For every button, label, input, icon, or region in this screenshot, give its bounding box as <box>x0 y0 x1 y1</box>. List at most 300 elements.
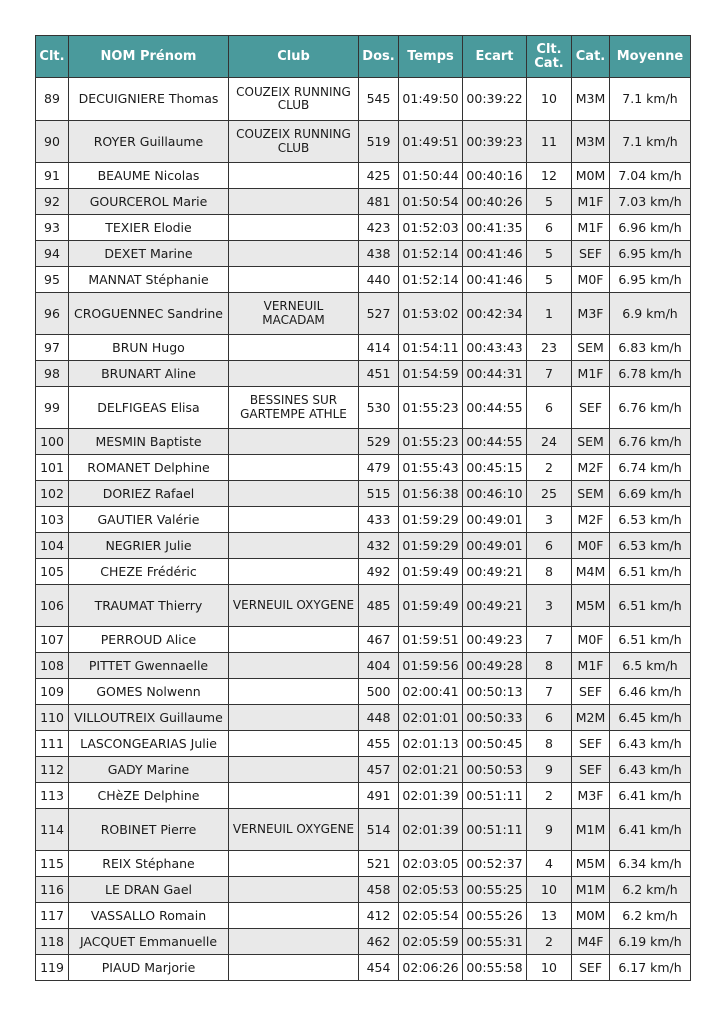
cell-dos: 491 <box>359 783 399 809</box>
cell-ecart: 00:40:26 <box>463 189 527 215</box>
cell-ecart: 00:50:45 <box>463 731 527 757</box>
cell-clt-cat: 10 <box>527 877 572 903</box>
cell-clt-cat: 5 <box>527 267 572 293</box>
cell-club <box>229 627 359 653</box>
cell-moyenne: 6.76 km/h <box>610 429 691 455</box>
table-row <box>36 241 691 267</box>
cell-clt: 92 <box>36 189 69 215</box>
cell-clt: 101 <box>36 455 69 481</box>
cell-clt-cat: 2 <box>527 455 572 481</box>
cell-clt-cat: 2 <box>527 929 572 955</box>
cell-temps: 01:52:14 <box>399 241 463 267</box>
cell-dos: 545 <box>359 78 399 121</box>
cell-temps: 01:55:23 <box>399 387 463 429</box>
cell-cat: M3F <box>572 783 610 809</box>
header-ecart: Ecart <box>463 36 527 78</box>
cell-temps: 01:53:02 <box>399 293 463 335</box>
cell-clt-cat: 2 <box>527 783 572 809</box>
cell-dos: 514 <box>359 809 399 851</box>
cell-cat: SEM <box>572 429 610 455</box>
cell-moyenne: 6.51 km/h <box>610 585 691 627</box>
cell-club <box>229 507 359 533</box>
cell-temps: 02:01:39 <box>399 809 463 851</box>
cell-moyenne: 6.69 km/h <box>610 481 691 507</box>
header-temps: Temps <box>399 36 463 78</box>
cell-cat: M2M <box>572 705 610 731</box>
cell-club: BESSINES SUR GARTEMPE ATHLE <box>229 387 359 429</box>
table-row <box>36 955 691 981</box>
cell-cat: M4M <box>572 559 610 585</box>
cell-ecart: 00:55:25 <box>463 877 527 903</box>
cell-club <box>229 851 359 877</box>
cell-temps: 01:59:29 <box>399 507 463 533</box>
cell-moyenne: 6.9 km/h <box>610 293 691 335</box>
cell-clt-cat: 9 <box>527 757 572 783</box>
cell-name: GADY Marine <box>69 757 229 783</box>
cell-temps: 01:52:14 <box>399 267 463 293</box>
cell-temps: 02:06:26 <box>399 955 463 981</box>
cell-club <box>229 215 359 241</box>
cell-cat: M3M <box>572 121 610 163</box>
cell-clt: 114 <box>36 809 69 851</box>
cell-cat: SEF <box>572 757 610 783</box>
cell-name: BRUN Hugo <box>69 335 229 361</box>
cell-temps: 01:59:49 <box>399 585 463 627</box>
cell-ecart: 00:49:21 <box>463 559 527 585</box>
cell-clt: 111 <box>36 731 69 757</box>
cell-dos: 457 <box>359 757 399 783</box>
cell-moyenne: 7.04 km/h <box>610 163 691 189</box>
cell-clt: 102 <box>36 481 69 507</box>
cell-clt: 108 <box>36 653 69 679</box>
cell-cat: SEM <box>572 481 610 507</box>
cell-dos: 451 <box>359 361 399 387</box>
cell-cat: SEF <box>572 387 610 429</box>
cell-club <box>229 705 359 731</box>
cell-dos: 458 <box>359 877 399 903</box>
cell-clt: 91 <box>36 163 69 189</box>
cell-club: COUZEIX RUNNING CLUB <box>229 121 359 163</box>
results-table <box>35 35 691 981</box>
cell-temps: 01:50:44 <box>399 163 463 189</box>
cell-clt-cat: 8 <box>527 731 572 757</box>
cell-ecart: 00:41:46 <box>463 267 527 293</box>
cell-clt-cat: 6 <box>527 533 572 559</box>
cell-ecart: 00:49:23 <box>463 627 527 653</box>
cell-dos: 404 <box>359 653 399 679</box>
cell-clt-cat: 3 <box>527 585 572 627</box>
cell-club <box>229 559 359 585</box>
cell-club <box>229 929 359 955</box>
cell-moyenne: 6.96 km/h <box>610 215 691 241</box>
cell-moyenne: 6.95 km/h <box>610 267 691 293</box>
cell-name: REIX Stéphane <box>69 851 229 877</box>
cell-ecart: 00:43:43 <box>463 335 527 361</box>
cell-ecart: 00:51:11 <box>463 783 527 809</box>
cell-club <box>229 783 359 809</box>
cell-club <box>229 335 359 361</box>
cell-moyenne: 6.2 km/h <box>610 877 691 903</box>
cell-dos: 530 <box>359 387 399 429</box>
cell-dos: 485 <box>359 585 399 627</box>
cell-clt-cat: 6 <box>527 387 572 429</box>
header-name: NOM Prénom <box>69 36 229 78</box>
cell-cat: M5M <box>572 851 610 877</box>
cell-clt: 113 <box>36 783 69 809</box>
header-clt-cat: Clt. Cat. <box>527 36 572 78</box>
cell-temps: 01:54:11 <box>399 335 463 361</box>
cell-moyenne: 6.53 km/h <box>610 533 691 559</box>
cell-ecart: 00:50:13 <box>463 679 527 705</box>
table-row <box>36 809 691 851</box>
header-clt: Clt. <box>36 36 69 78</box>
cell-club <box>229 189 359 215</box>
cell-temps: 02:01:39 <box>399 783 463 809</box>
cell-cat: SEF <box>572 731 610 757</box>
cell-dos: 454 <box>359 955 399 981</box>
cell-clt: 96 <box>36 293 69 335</box>
cell-clt-cat: 7 <box>527 361 572 387</box>
cell-name: GOURCEROL Marie <box>69 189 229 215</box>
cell-clt: 100 <box>36 429 69 455</box>
cell-temps: 01:56:38 <box>399 481 463 507</box>
cell-clt-cat: 25 <box>527 481 572 507</box>
cell-cat: M0M <box>572 163 610 189</box>
cell-moyenne: 6.51 km/h <box>610 627 691 653</box>
cell-cat: M5M <box>572 585 610 627</box>
cell-club <box>229 267 359 293</box>
cell-clt-cat: 9 <box>527 809 572 851</box>
cell-moyenne: 6.78 km/h <box>610 361 691 387</box>
cell-clt: 97 <box>36 335 69 361</box>
cell-clt: 112 <box>36 757 69 783</box>
cell-club <box>229 757 359 783</box>
cell-ecart: 00:55:31 <box>463 929 527 955</box>
cell-moyenne: 6.34 km/h <box>610 851 691 877</box>
table-row <box>36 189 691 215</box>
table-row <box>36 585 691 627</box>
cell-club <box>229 241 359 267</box>
cell-dos: 425 <box>359 163 399 189</box>
cell-moyenne: 7.03 km/h <box>610 189 691 215</box>
cell-name: BRUNART Aline <box>69 361 229 387</box>
cell-temps: 01:49:51 <box>399 121 463 163</box>
cell-temps: 01:55:23 <box>399 429 463 455</box>
cell-moyenne: 6.76 km/h <box>610 387 691 429</box>
cell-clt: 105 <box>36 559 69 585</box>
table-row <box>36 78 691 121</box>
cell-clt: 94 <box>36 241 69 267</box>
cell-name: DEXET Marine <box>69 241 229 267</box>
cell-clt-cat: 23 <box>527 335 572 361</box>
cell-ecart: 00:55:58 <box>463 955 527 981</box>
cell-ecart: 00:50:53 <box>463 757 527 783</box>
table-row <box>36 429 691 455</box>
cell-ecart: 00:42:34 <box>463 293 527 335</box>
cell-clt: 118 <box>36 929 69 955</box>
cell-ecart: 00:44:31 <box>463 361 527 387</box>
cell-name: DELFIGEAS Elisa <box>69 387 229 429</box>
cell-dos: 455 <box>359 731 399 757</box>
table-row <box>36 455 691 481</box>
header-club: Club <box>229 36 359 78</box>
cell-name: MESMIN Baptiste <box>69 429 229 455</box>
cell-clt: 89 <box>36 78 69 121</box>
cell-clt: 116 <box>36 877 69 903</box>
cell-temps: 01:50:54 <box>399 189 463 215</box>
cell-club: VERNEUIL OXYGENE <box>229 809 359 851</box>
table-row <box>36 627 691 653</box>
cell-club: VERNEUIL OXYGENE <box>229 585 359 627</box>
cell-clt: 110 <box>36 705 69 731</box>
cell-name: MANNAT Stéphanie <box>69 267 229 293</box>
cell-name: TRAUMAT Thierry <box>69 585 229 627</box>
cell-moyenne: 6.51 km/h <box>610 559 691 585</box>
cell-clt: 104 <box>36 533 69 559</box>
header-moyenne: Moyenne <box>610 36 691 78</box>
cell-clt-cat: 7 <box>527 627 572 653</box>
cell-dos: 448 <box>359 705 399 731</box>
cell-ecart: 00:44:55 <box>463 387 527 429</box>
cell-ecart: 00:49:01 <box>463 507 527 533</box>
cell-club: VERNEUIL MACADAM <box>229 293 359 335</box>
cell-name: ROYER Guillaume <box>69 121 229 163</box>
table-row <box>36 507 691 533</box>
cell-cat: M1F <box>572 653 610 679</box>
cell-clt-cat: 8 <box>527 559 572 585</box>
cell-name: JACQUET Emmanuelle <box>69 929 229 955</box>
cell-cat: SEM <box>572 335 610 361</box>
cell-moyenne: 6.41 km/h <box>610 809 691 851</box>
cell-moyenne: 6.17 km/h <box>610 955 691 981</box>
cell-ecart: 00:41:35 <box>463 215 527 241</box>
table-row <box>36 121 691 163</box>
table-row <box>36 387 691 429</box>
cell-temps: 02:05:59 <box>399 929 463 955</box>
table-row <box>36 757 691 783</box>
cell-clt-cat: 12 <box>527 163 572 189</box>
cell-club <box>229 903 359 929</box>
cell-club <box>229 653 359 679</box>
cell-clt: 109 <box>36 679 69 705</box>
cell-club <box>229 163 359 189</box>
cell-temps: 02:05:53 <box>399 877 463 903</box>
cell-cat: M0M <box>572 903 610 929</box>
table-row <box>36 877 691 903</box>
header-cat: Cat. <box>572 36 610 78</box>
cell-clt: 93 <box>36 215 69 241</box>
cell-dos: 521 <box>359 851 399 877</box>
cell-temps: 02:01:01 <box>399 705 463 731</box>
cell-temps: 01:59:29 <box>399 533 463 559</box>
cell-club <box>229 481 359 507</box>
cell-club <box>229 455 359 481</box>
cell-name: VILLOUTREIX Guillaume <box>69 705 229 731</box>
cell-club <box>229 731 359 757</box>
cell-cat: SEF <box>572 241 610 267</box>
cell-clt-cat: 4 <box>527 851 572 877</box>
cell-clt-cat: 3 <box>527 507 572 533</box>
cell-clt: 117 <box>36 903 69 929</box>
cell-moyenne: 7.1 km/h <box>610 121 691 163</box>
cell-name: GAUTIER Valérie <box>69 507 229 533</box>
cell-name: CHEZE Frédéric <box>69 559 229 585</box>
cell-name: ROBINET Pierre <box>69 809 229 851</box>
cell-club <box>229 955 359 981</box>
cell-moyenne: 6.41 km/h <box>610 783 691 809</box>
cell-temps: 01:52:03 <box>399 215 463 241</box>
cell-clt: 119 <box>36 955 69 981</box>
cell-cat: M3F <box>572 293 610 335</box>
cell-dos: 432 <box>359 533 399 559</box>
cell-clt-cat: 13 <box>527 903 572 929</box>
cell-club <box>229 533 359 559</box>
cell-cat: M1F <box>572 189 610 215</box>
cell-name: TEXIER Elodie <box>69 215 229 241</box>
header-dos: Dos. <box>359 36 399 78</box>
cell-cat: SEF <box>572 955 610 981</box>
cell-temps: 02:01:13 <box>399 731 463 757</box>
cell-club <box>229 429 359 455</box>
cell-dos: 423 <box>359 215 399 241</box>
cell-dos: 438 <box>359 241 399 267</box>
cell-cat: M0F <box>572 627 610 653</box>
cell-club <box>229 361 359 387</box>
cell-clt-cat: 6 <box>527 705 572 731</box>
cell-temps: 01:59:51 <box>399 627 463 653</box>
cell-temps: 02:03:05 <box>399 851 463 877</box>
cell-name: DORIEZ Rafael <box>69 481 229 507</box>
cell-moyenne: 6.45 km/h <box>610 705 691 731</box>
cell-moyenne: 6.95 km/h <box>610 241 691 267</box>
cell-clt-cat: 6 <box>527 215 572 241</box>
cell-temps: 01:49:50 <box>399 78 463 121</box>
table-row <box>36 783 691 809</box>
table-row <box>36 679 691 705</box>
cell-cat: M1F <box>572 215 610 241</box>
cell-clt: 98 <box>36 361 69 387</box>
cell-clt-cat: 7 <box>527 679 572 705</box>
cell-name: GOMES Nolwenn <box>69 679 229 705</box>
cell-cat: M1M <box>572 877 610 903</box>
cell-moyenne: 6.53 km/h <box>610 507 691 533</box>
cell-clt-cat: 24 <box>527 429 572 455</box>
cell-dos: 500 <box>359 679 399 705</box>
cell-name: DECUIGNIERE Thomas <box>69 78 229 121</box>
cell-clt-cat: 10 <box>527 78 572 121</box>
table-row <box>36 267 691 293</box>
cell-dos: 515 <box>359 481 399 507</box>
cell-clt-cat: 11 <box>527 121 572 163</box>
cell-name: PITTET Gwennaelle <box>69 653 229 679</box>
table-row <box>36 481 691 507</box>
cell-dos: 519 <box>359 121 399 163</box>
cell-club: COUZEIX RUNNING CLUB <box>229 78 359 121</box>
cell-name: LASCONGEARIAS Julie <box>69 731 229 757</box>
cell-cat: M2F <box>572 507 610 533</box>
cell-dos: 433 <box>359 507 399 533</box>
cell-clt: 90 <box>36 121 69 163</box>
cell-ecart: 00:49:01 <box>463 533 527 559</box>
cell-ecart: 00:51:11 <box>463 809 527 851</box>
cell-ecart: 00:55:26 <box>463 903 527 929</box>
cell-cat: SEF <box>572 679 610 705</box>
cell-moyenne: 6.5 km/h <box>610 653 691 679</box>
cell-clt: 107 <box>36 627 69 653</box>
cell-temps: 01:59:56 <box>399 653 463 679</box>
table-row <box>36 851 691 877</box>
cell-clt-cat: 10 <box>527 955 572 981</box>
cell-cat: M1F <box>572 361 610 387</box>
cell-cat: M0F <box>572 267 610 293</box>
cell-name: LE DRAN Gael <box>69 877 229 903</box>
cell-temps: 01:54:59 <box>399 361 463 387</box>
header-row <box>36 36 691 78</box>
table-row <box>36 163 691 189</box>
cell-cat: M1M <box>572 809 610 851</box>
cell-ecart: 00:41:46 <box>463 241 527 267</box>
table-row <box>36 559 691 585</box>
cell-club <box>229 679 359 705</box>
cell-moyenne: 6.43 km/h <box>610 757 691 783</box>
cell-name: VASSALLO Romain <box>69 903 229 929</box>
table-row <box>36 215 691 241</box>
cell-ecart: 00:39:22 <box>463 78 527 121</box>
cell-name: CHèZE Delphine <box>69 783 229 809</box>
cell-clt-cat: 5 <box>527 241 572 267</box>
cell-name: ROMANET Delphine <box>69 455 229 481</box>
cell-temps: 01:59:49 <box>399 559 463 585</box>
cell-clt: 99 <box>36 387 69 429</box>
cell-clt: 115 <box>36 851 69 877</box>
cell-temps: 01:55:43 <box>399 455 463 481</box>
table-row <box>36 653 691 679</box>
cell-dos: 492 <box>359 559 399 585</box>
cell-name: CROGUENNEC Sandrine <box>69 293 229 335</box>
cell-dos: 527 <box>359 293 399 335</box>
cell-ecart: 00:46:10 <box>463 481 527 507</box>
cell-cat: M0F <box>572 533 610 559</box>
table-row <box>36 293 691 335</box>
table-row <box>36 361 691 387</box>
cell-dos: 467 <box>359 627 399 653</box>
cell-ecart: 00:45:15 <box>463 455 527 481</box>
cell-cat: M2F <box>572 455 610 481</box>
cell-dos: 462 <box>359 929 399 955</box>
table-row <box>36 705 691 731</box>
cell-clt-cat: 5 <box>527 189 572 215</box>
cell-moyenne: 6.74 km/h <box>610 455 691 481</box>
cell-dos: 440 <box>359 267 399 293</box>
cell-clt-cat: 1 <box>527 293 572 335</box>
cell-temps: 02:01:21 <box>399 757 463 783</box>
results-body <box>36 78 691 981</box>
cell-name: BEAUME Nicolas <box>69 163 229 189</box>
cell-clt: 106 <box>36 585 69 627</box>
cell-moyenne: 7.1 km/h <box>610 78 691 121</box>
table-row <box>36 929 691 955</box>
cell-clt: 95 <box>36 267 69 293</box>
cell-dos: 481 <box>359 189 399 215</box>
cell-dos: 412 <box>359 903 399 929</box>
cell-club <box>229 877 359 903</box>
cell-dos: 479 <box>359 455 399 481</box>
table-row <box>36 335 691 361</box>
cell-moyenne: 6.2 km/h <box>610 903 691 929</box>
table-row <box>36 903 691 929</box>
cell-temps: 02:05:54 <box>399 903 463 929</box>
cell-dos: 414 <box>359 335 399 361</box>
